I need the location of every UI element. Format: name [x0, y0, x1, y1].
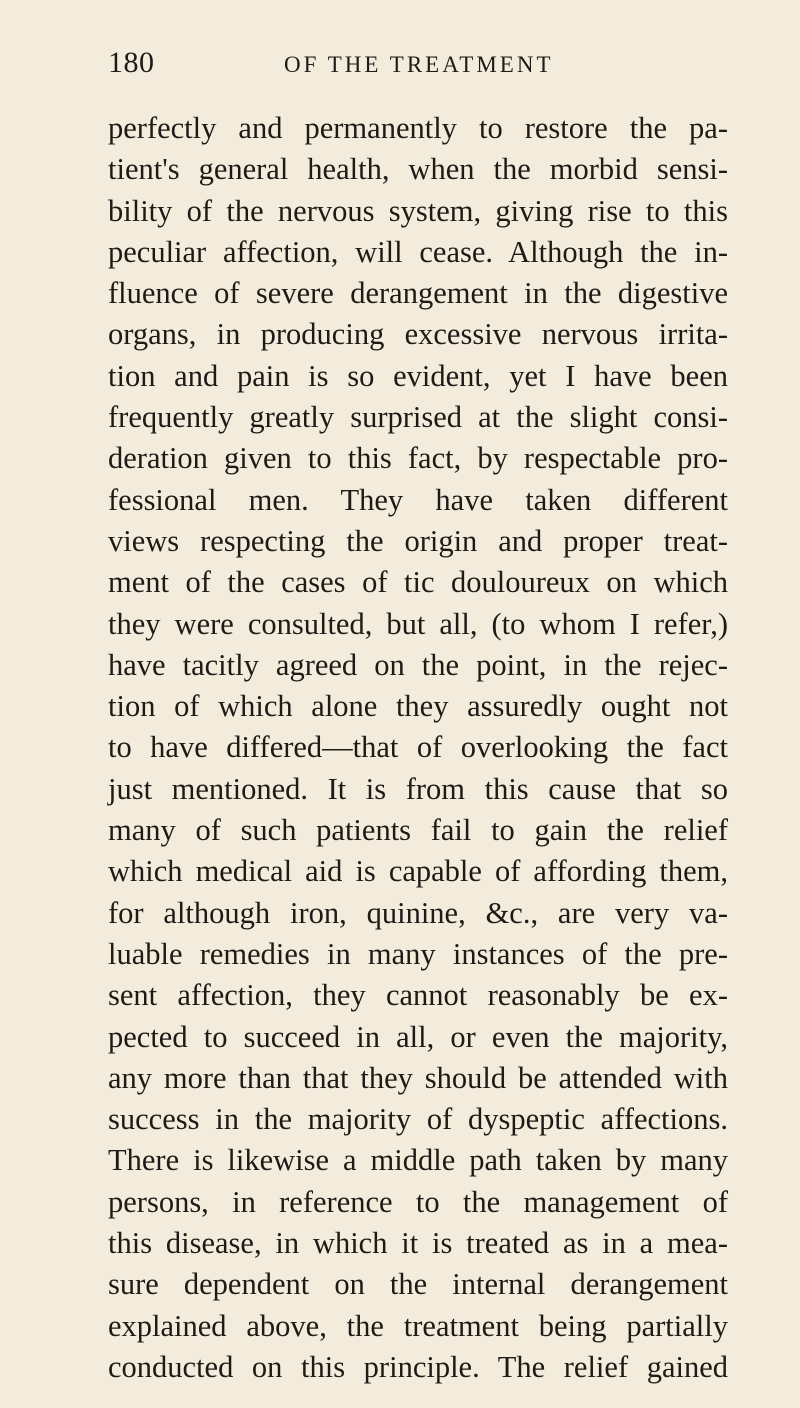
text-line: There is likewise a middle path taken by many: [108, 1143, 728, 1178]
text-line: for although iron, quinine, &c., are very va-: [108, 895, 728, 930]
text-line: deration given to this fact, by respectable pro-: [108, 441, 728, 476]
text-line: which medical aid is capable of affording them,: [108, 854, 728, 889]
text-line: organs, in producing excessive nervous irrita-: [108, 317, 728, 352]
text-line: tient's general health, when the morbid sensi-: [108, 152, 728, 187]
text-line: tion and pain is so evident, yet I have been: [108, 358, 728, 393]
text-line: many of such patients fail to gain the relief: [108, 813, 728, 848]
text-line: this disease, in which it is treated as in a mea-: [108, 1226, 728, 1261]
text-line: frequently greatly surprised at the slight consi-: [108, 400, 728, 435]
text-line: luable remedies in many instances of the pre-: [108, 936, 728, 971]
text-line: sent affection, they cannot reasonably be ex-: [108, 978, 728, 1013]
text-line: they were consulted, but all, (to whom I refer,): [108, 606, 728, 641]
running-head: [108, 46, 748, 92]
text-line: tion of which alone they assuredly ought not: [108, 689, 728, 724]
text-line: conducted on this principle. The relief gained: [108, 1349, 728, 1384]
page-number: 180: [108, 46, 155, 79]
text-line: fessional men. They have taken different: [108, 482, 728, 517]
text-line: have tacitly agreed on the point, in the rejec-: [108, 647, 728, 682]
text-line: peculiar affection, will cease. Although the in-: [108, 234, 728, 269]
text-line: ment of the cases of tic douloureux on which: [108, 565, 728, 600]
text-line: just mentioned. It is from this cause that so: [108, 771, 728, 806]
text-line: fluence of severe derangement in the digestive: [108, 276, 728, 311]
text-line: pected to succeed in all, or even the majority,: [108, 1019, 728, 1054]
text-line: bility of the nervous system, giving rise to this: [108, 193, 728, 228]
running-title: OF THE TREATMENT: [284, 52, 554, 77]
text-line: success in the majority of dyspeptic affections.: [108, 1102, 728, 1137]
text-line: views respecting the origin and proper treat-: [108, 523, 728, 558]
text-line: perfectly and permanently to restore the pa-: [108, 111, 728, 145]
text-line: to have differed—that of overlooking the fact: [108, 730, 728, 765]
body-text: [108, 108, 728, 1388]
text-line: persons, in reference to the management of: [108, 1184, 728, 1219]
text-line: sure dependent on the internal derangement: [108, 1267, 728, 1302]
text-line: explained above, the treatment being partially: [108, 1308, 728, 1343]
text-line: any more than that they should be attended with: [108, 1060, 728, 1095]
